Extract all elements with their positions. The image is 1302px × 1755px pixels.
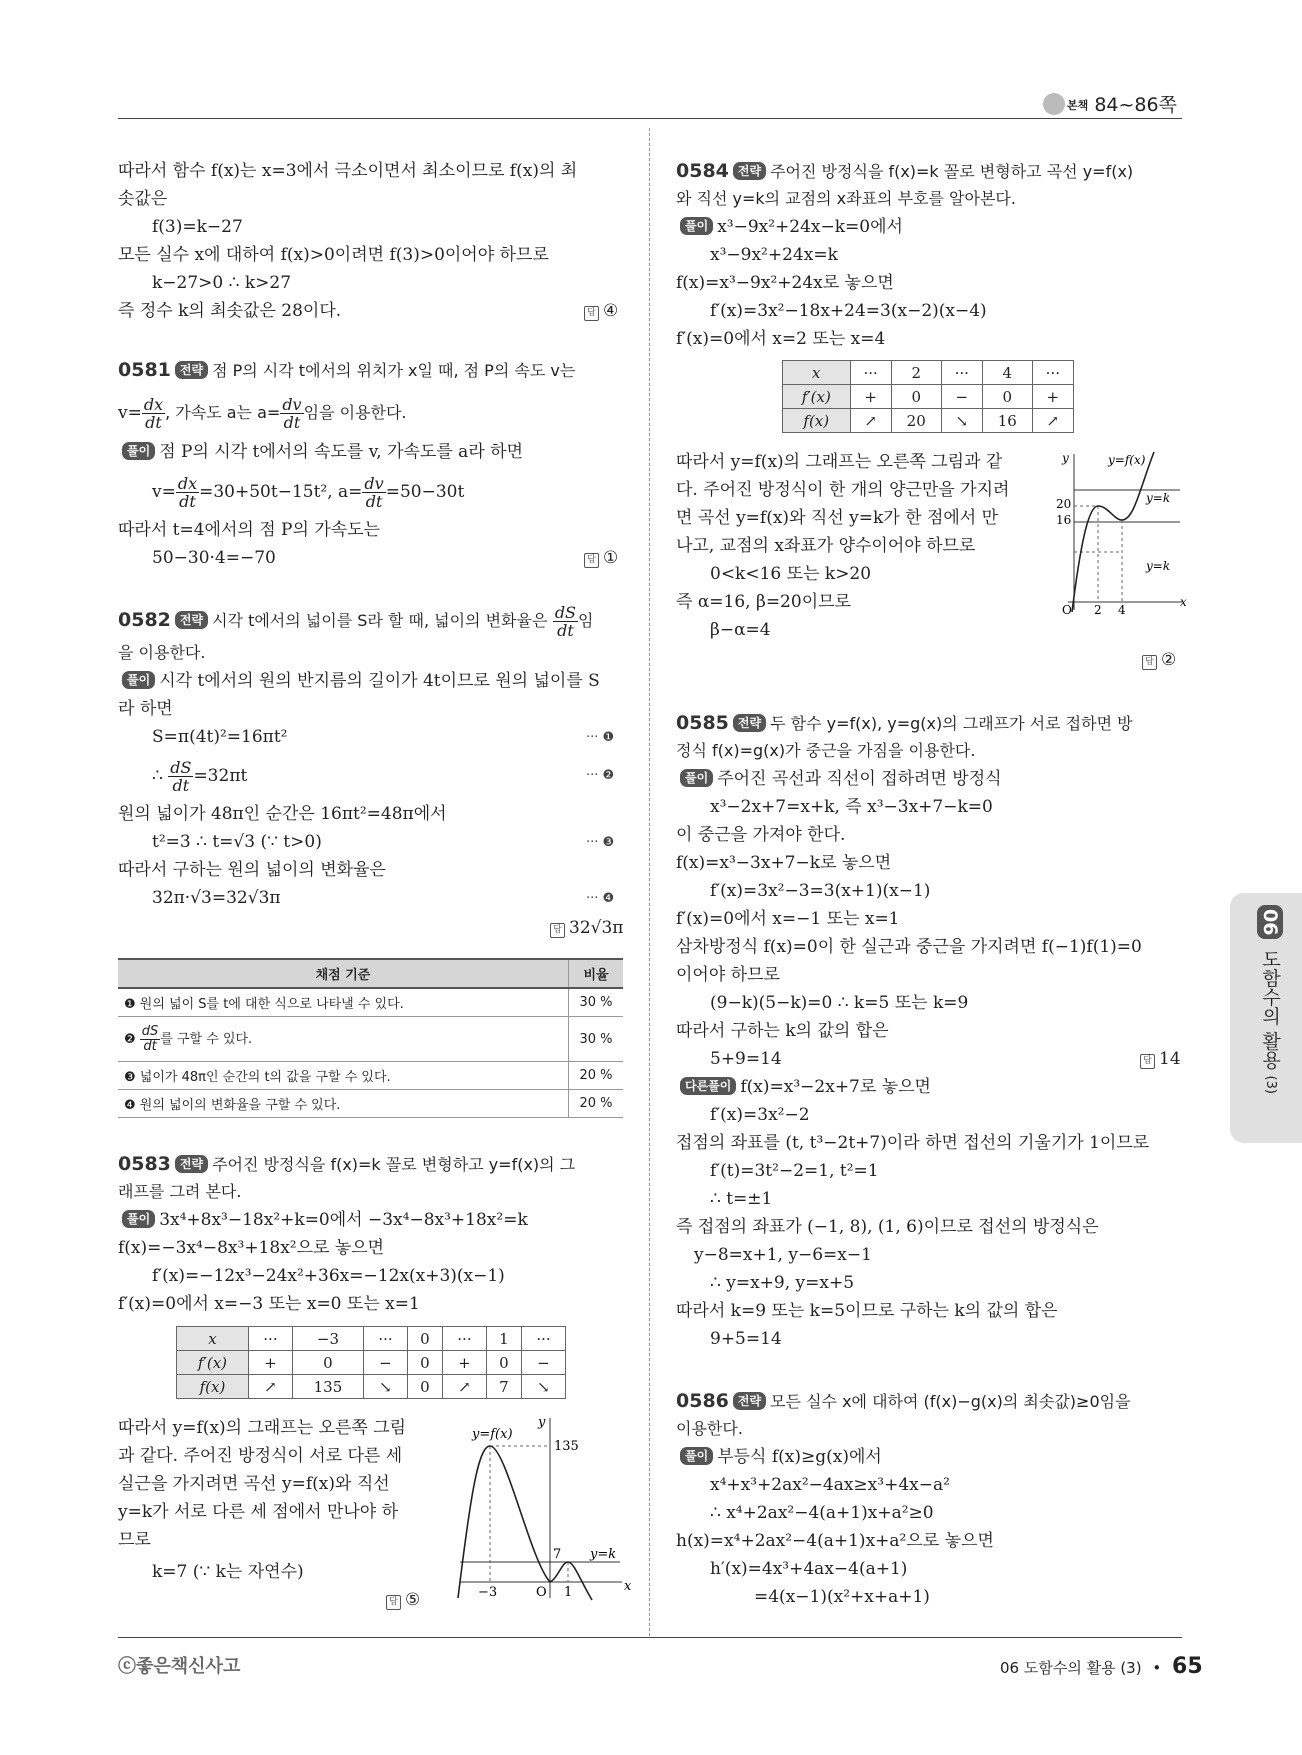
- problem-0581-eq: v= $\frac{dx}{dt}$ =30+50t−15t², a= $\frac{dv}{dt}$ =50−30t: [152, 474, 465, 511]
- problem-0584-strategy-2: 와 직선 y=k의 교점의 x좌표의 부호를 알아본다.: [676, 189, 1016, 208]
- problem-0584-line-1: 풀이 x³−9x²+24x−k=0에서: [676, 217, 903, 237]
- problem-0586-line-3: ∴ x⁴+2ax²−4(a+1)x+a²≥0: [710, 1503, 934, 1523]
- problem-0584-text-3: 면 곡선 y=f(x)와 직선 y=k가 한 점에서 만: [676, 508, 999, 528]
- problem-0583-text-1: 따라서 y=f(x)의 그래프는 오른쪽 그림: [118, 1418, 407, 1438]
- problem-0583-line-4: f′(x)=0에서 x=−3 또는 x=0 또는 x=1: [118, 1294, 420, 1314]
- svg-text:1: 1: [564, 1585, 573, 1600]
- variation-table-0583: x ··· −3 ··· 0 ··· 1 ··· f′(x) + 0 − 0 + 0 − f(x) ↗ 135 ↘ 0 ↗ 7 ↘: [176, 1326, 566, 1399]
- problem-0585-other-8: ∴ y=x+9, y=x+5: [710, 1273, 855, 1293]
- curve-0583: [458, 1446, 592, 1600]
- intro-line-2: 솟값은: [118, 189, 168, 209]
- problem-0585-head: 0585 전략 두 함수 y=f(x), y=g(x)의 그래프가 서로 접하면 방: [676, 712, 1133, 734]
- problem-0581-line-3: 50−30·4=−70: [152, 548, 276, 568]
- svg-text:16: 16: [1056, 513, 1072, 527]
- problem-0584-head: 0584 전략 주어진 방정식을 f(x)=k 꼴로 변형하고 곡선 y=f(x): [676, 160, 1134, 182]
- other-solution-tag: 다른풀이: [680, 1077, 736, 1095]
- problem-0585-line-8: 이어야 하므로: [676, 965, 780, 985]
- svg-text:x: x: [624, 1579, 632, 1594]
- intro-line-4: 모든 실수 x에 대하여 f(x)>0이려면 f(3)>0이어야 하므로: [118, 245, 549, 265]
- problem-0582-head: 0582 전략 시각 t에서의 넓이를 S라 할 때, 넓이의 변화율은 $\frac{dS}{dt}$ 임: [118, 603, 594, 640]
- problem-0585-line-4: f(x)=x³−3x+7−k로 놓으면: [676, 853, 892, 873]
- svg-text:O: O: [1062, 603, 1072, 617]
- svg-text:y: y: [1062, 451, 1069, 465]
- problem-0582-line-3: 원의 넓이가 48π인 순간은 16πt²=48π에서: [118, 804, 447, 824]
- footer-publisher: ⓒ좋은책신사고: [118, 1656, 241, 1677]
- svg-text:y=f(x): y=f(x): [1108, 453, 1146, 467]
- problem-number: 0585: [676, 712, 729, 734]
- problem-0581-head: 0581 전략 점 P의 시각 t에서의 위치가 x일 때, 점 P의 속도 v는: [118, 359, 576, 381]
- problem-number: 0584: [676, 160, 729, 182]
- problem-0581-sol-1: 풀이 점 P의 시각 t에서의 속도를 v, 가속도를 a라 하면: [118, 442, 523, 462]
- problem-0585-line-11: 5+9=14: [710, 1049, 782, 1069]
- problem-0585-line-6: f′(x)=0에서 x=−1 또는 x=1: [676, 909, 900, 929]
- header-rule: [118, 118, 1182, 119]
- grading-row: ❷ $\frac{dS}{dt}$ 를 구할 수 있다. 30 %: [118, 1017, 623, 1062]
- problem-0586-line-6: =4(x−1)(x²+x+a+1): [754, 1587, 930, 1607]
- step-marker-4: ··· ❹: [586, 891, 615, 906]
- step-marker-3: ··· ❸: [586, 835, 615, 850]
- problem-0585-other-5: ∴ t=±1: [710, 1189, 773, 1209]
- problem-0582-line-5: 따라서 구하는 원의 넓이의 변화율은: [118, 860, 386, 880]
- graph-0584: [1050, 448, 1190, 616]
- problem-0586-line-1: 풀이 부등식 f(x)≥g(x)에서: [676, 1447, 882, 1467]
- problem-0585-other-6: 즉 접점의 좌표가 (−1, 8), (1, 6)이므로 접선의 방정식은: [676, 1217, 1099, 1237]
- column-divider: [649, 128, 650, 1636]
- problem-0585-answer: 답 14: [1140, 1049, 1181, 1069]
- problem-0583-strategy-2: 래프를 그려 본다.: [118, 1182, 242, 1201]
- problem-0585-other-1: 다른풀이 f(x)=x³−2x+7로 놓으면: [676, 1077, 931, 1097]
- problem-0581-answer: 답 ①: [584, 548, 618, 568]
- problem-0585-other-2: f′(x)=3x²−2: [710, 1105, 810, 1125]
- problem-0586-line-2: x⁴+x³+2ax²−4ax≥x³+4x−a²: [710, 1475, 950, 1495]
- problem-0584-text-7: β−α=4: [710, 620, 771, 640]
- grading-row: ❶ 원의 넓이 S를 t에 대한 식으로 나타낼 수 있다. 30 %: [118, 988, 623, 1017]
- header-badge: 본책: [1067, 99, 1089, 112]
- problem-0586-strategy-2: 이용한다.: [676, 1419, 743, 1438]
- strategy-tag: 전략: [175, 361, 208, 379]
- step-marker-2: ··· ❷: [586, 768, 615, 783]
- svg-text:O: O: [536, 1585, 547, 1600]
- problem-0583-line-3: f′(x)=−12x³−24x²+36x=−12x(x+3)(x−1): [152, 1266, 505, 1286]
- problem-0582-line-4: t²=3 ∴ t=√3 (∵ t>0): [152, 832, 322, 852]
- problem-0585-line-7: 삼차방정식 f(x)=0이 한 실근과 중근을 가지려면 f(−1)f(1)=0: [676, 937, 1142, 957]
- problem-number: 0586: [676, 1390, 729, 1412]
- problem-0586-line-5: h′(x)=4x³+4ax−4(a+1): [710, 1559, 908, 1579]
- page-number: 65: [1172, 1654, 1203, 1679]
- problem-0582-strategy-2: 을 이용한다.: [118, 643, 206, 662]
- problem-0586-head: 0586 전략 모든 실수 x에 대하여 (f(x)−g(x)의 최솟값)≥0임을: [676, 1390, 1131, 1412]
- problem-0583-line-2: f(x)=−3x⁴−8x³+18x²으로 놓으면: [118, 1238, 385, 1258]
- svg-text:4: 4: [1118, 603, 1126, 617]
- problem-0585-strategy-2: 정식 f(x)=g(x)가 중근을 가짐을 이용한다.: [676, 741, 976, 760]
- label-y-k: y=k: [590, 1547, 617, 1562]
- graph-0583: [450, 1410, 630, 1600]
- problem-0584-text-2: 다. 주어진 방정식이 한 개의 양근만을 가지려: [676, 480, 1010, 500]
- problem-0583-text-2: 과 같다. 주어진 방정식이 서로 다른 세: [118, 1446, 403, 1466]
- intro-line-5: k−27>0 ∴ k>27: [152, 273, 292, 293]
- problem-number: 0582: [118, 609, 171, 631]
- grading-row: ❹ 원의 넓이의 변화율을 구할 수 있다. 20 %: [118, 1090, 623, 1118]
- intro-line-6: 즉 정수 k의 최솟값은 28이다.: [118, 301, 342, 321]
- problem-0583-head: 0583 전략 주어진 방정식을 f(x)=k 꼴로 변형하고 y=f(x)의 그: [118, 1153, 576, 1175]
- problem-number: 0583: [118, 1153, 171, 1175]
- problem-0584-line-3: f(x)=x³−9x²+24x로 놓으면: [676, 273, 894, 293]
- intro-answer: 답 ④: [584, 301, 618, 321]
- intro-line-3: f(3)=k−27: [152, 217, 243, 237]
- curve-0584: [1072, 452, 1154, 612]
- problem-0583-text-3: 실근을 가지려면 곡선 y=f(x)와 직선: [118, 1474, 390, 1494]
- problem-0584-text-5: 0<k<16 또는 k>20: [710, 564, 872, 584]
- problem-0581-strategy-2: v= $\frac{dx}{dt}$ , 가속도 a는 a= $\frac{dv}{dt}$ 임을 이용한다.: [118, 395, 407, 432]
- header-page-ref: [1043, 90, 1177, 117]
- problem-0584-line-4: f′(x)=3x²−18x+24=3(x−2)(x−4): [710, 301, 987, 321]
- grading-table: 채점 기준 비율 ❶ 원의 넓이 S를 t에 대한 식으로 나타낼 수 있다. 30 % ❷ $\frac{dS}{dt}$ 를 구할 수 있다. 30 % ❸ 넓이가 48π인 순간의 t의 값을 구할 수 있다. 20 % ❹ 원의 넓이의 변화율을 구할 수 있다. 20 %: [118, 958, 623, 1118]
- curve-label: y=f(x): [472, 1427, 513, 1442]
- problem-0585-other-3: 접점의 좌표를 (t, t³−2t+7)이라 하면 접선의 기울기가 1이므로: [676, 1133, 1150, 1153]
- problem-0586-line-4: h(x)=x⁴+2ax²−4(a+1)x+a²으로 놓으면: [676, 1531, 994, 1551]
- problem-0585-other-10: 9+5=14: [710, 1329, 782, 1349]
- svg-text:20: 20: [1056, 497, 1072, 511]
- label-7: 7: [553, 1547, 562, 1562]
- problem-0585-line-9: (9−k)(5−k)=0 ∴ k=5 또는 k=9: [710, 993, 969, 1013]
- problem-0585-other-7: y−8=x+1, y−6=x−1: [694, 1245, 872, 1265]
- problem-0585-line-5: f′(x)=3x²−3=3(x+1)(x−1): [710, 881, 931, 901]
- fraction-dx-dt: $\frac{dx}{dt}$: [143, 395, 164, 432]
- intro-line-1: 따라서 함수 f(x)는 x=3에서 극소이면서 최소이므로 f(x)의 최: [118, 161, 578, 181]
- problem-0585-line-2: x³−2x+7=x+k, 즉 x³−3x+7−k=0: [710, 797, 993, 817]
- problem-0584-line-5: f′(x)=0에서 x=2 또는 x=4: [676, 329, 886, 349]
- problem-0584-answer: 답 ②: [1142, 650, 1176, 670]
- problem-number: 0581: [118, 359, 171, 381]
- svg-text:y: y: [538, 1415, 546, 1430]
- footer-chapter: 06 도함수의 활용 (3) • 65: [1000, 1654, 1203, 1679]
- problem-0582-answer: 답 32√3π: [550, 918, 623, 938]
- problem-0585-line-10: 따라서 구하는 k의 값의 합은: [676, 1021, 889, 1041]
- side-tab-number: 06: [1257, 905, 1283, 939]
- return-arrow-icon: [1043, 93, 1065, 115]
- problem-0583-answer: 답 ⑤: [386, 1590, 420, 1610]
- problem-0582-eq-2: ∴ $\frac{dS}{dt}$ =32πt: [152, 758, 248, 795]
- footer-chapter-title: 06 도함수의 활용 (3): [1000, 1659, 1142, 1677]
- problem-0582-line-6: 32π·√3=32√3π: [152, 888, 281, 908]
- problem-0582-sol-2: 라 하면: [118, 699, 173, 719]
- footer-rule: [118, 1637, 1182, 1638]
- svg-text:y=k: y=k: [1146, 491, 1171, 505]
- side-tab-sub: (3): [1263, 1075, 1278, 1094]
- problem-0583-text-4: y=k가 서로 다른 세 점에서 만나야 하: [118, 1502, 399, 1522]
- problem-0584-text-4: 나고, 교점의 x좌표가 양수이어야 하므로: [676, 536, 976, 556]
- problem-0584-text-1: 따라서 y=f(x)의 그래프는 오른쪽 그림과 같: [676, 452, 1003, 472]
- problem-0581-line-2: 따라서 t=4에서의 점 P의 가속도는: [118, 520, 381, 540]
- fraction-dv-dt: $\frac{dv}{dt}$: [282, 395, 302, 432]
- problem-0585-other-4: f′(t)=3t²−2=1, t²=1: [710, 1161, 879, 1181]
- problem-0583-text-5: 므로: [118, 1530, 151, 1550]
- answer-icon: 답: [584, 306, 599, 321]
- problem-0582-sol-1: 풀이 시각 t에서의 원의 반지름의 길이가 4t이므로 원의 넓이를 S: [118, 671, 600, 691]
- problem-0585-other-9: 따라서 k=9 또는 k=5이므로 구하는 k의 값의 합은: [676, 1301, 1058, 1321]
- header-pages: 84~86쪽: [1094, 94, 1177, 116]
- problem-0584-text-6: 즉 α=16, β=20이므로: [676, 592, 851, 612]
- side-tab-title: 도함수의 활용: [1259, 949, 1281, 1070]
- grading-row: ❸ 넓이가 48π인 순간의 t의 값을 구할 수 있다. 20 %: [118, 1062, 623, 1090]
- svg-text:−3: −3: [478, 1585, 498, 1600]
- problem-0582-eq-1: S=π(4t)²=16πt²: [152, 727, 288, 747]
- problem-0583-text-6: k=7 (∵ k는 자연수): [152, 1562, 304, 1582]
- svg-text:2: 2: [1094, 603, 1102, 617]
- label-135: 135: [554, 1439, 579, 1454]
- problem-0584-line-2: x³−9x²+24x=k: [710, 245, 838, 265]
- side-tab-label: [1244, 905, 1284, 1094]
- solution-tag: 풀이: [122, 442, 155, 460]
- step-marker-1: ··· ❶: [586, 730, 615, 745]
- problem-0585-line-3: 이 중근을 가져야 한다.: [676, 825, 846, 845]
- problem-0585-line-1: 풀이 주어진 곡선과 직선이 접하려면 방정식: [676, 769, 1002, 789]
- svg-text:y=k: y=k: [1146, 559, 1171, 573]
- svg-text:x: x: [1180, 595, 1187, 609]
- problem-0583-line-1: 풀이 3x⁴+8x³−18x²+k=0에서 −3x⁴−8x³+18x²=k: [118, 1210, 528, 1230]
- variation-table-0584: x ··· 2 ··· 4 ··· f′(x) + 0 − 0 + f(x) ↗ 20 ↘ 16 ↗: [782, 360, 1074, 433]
